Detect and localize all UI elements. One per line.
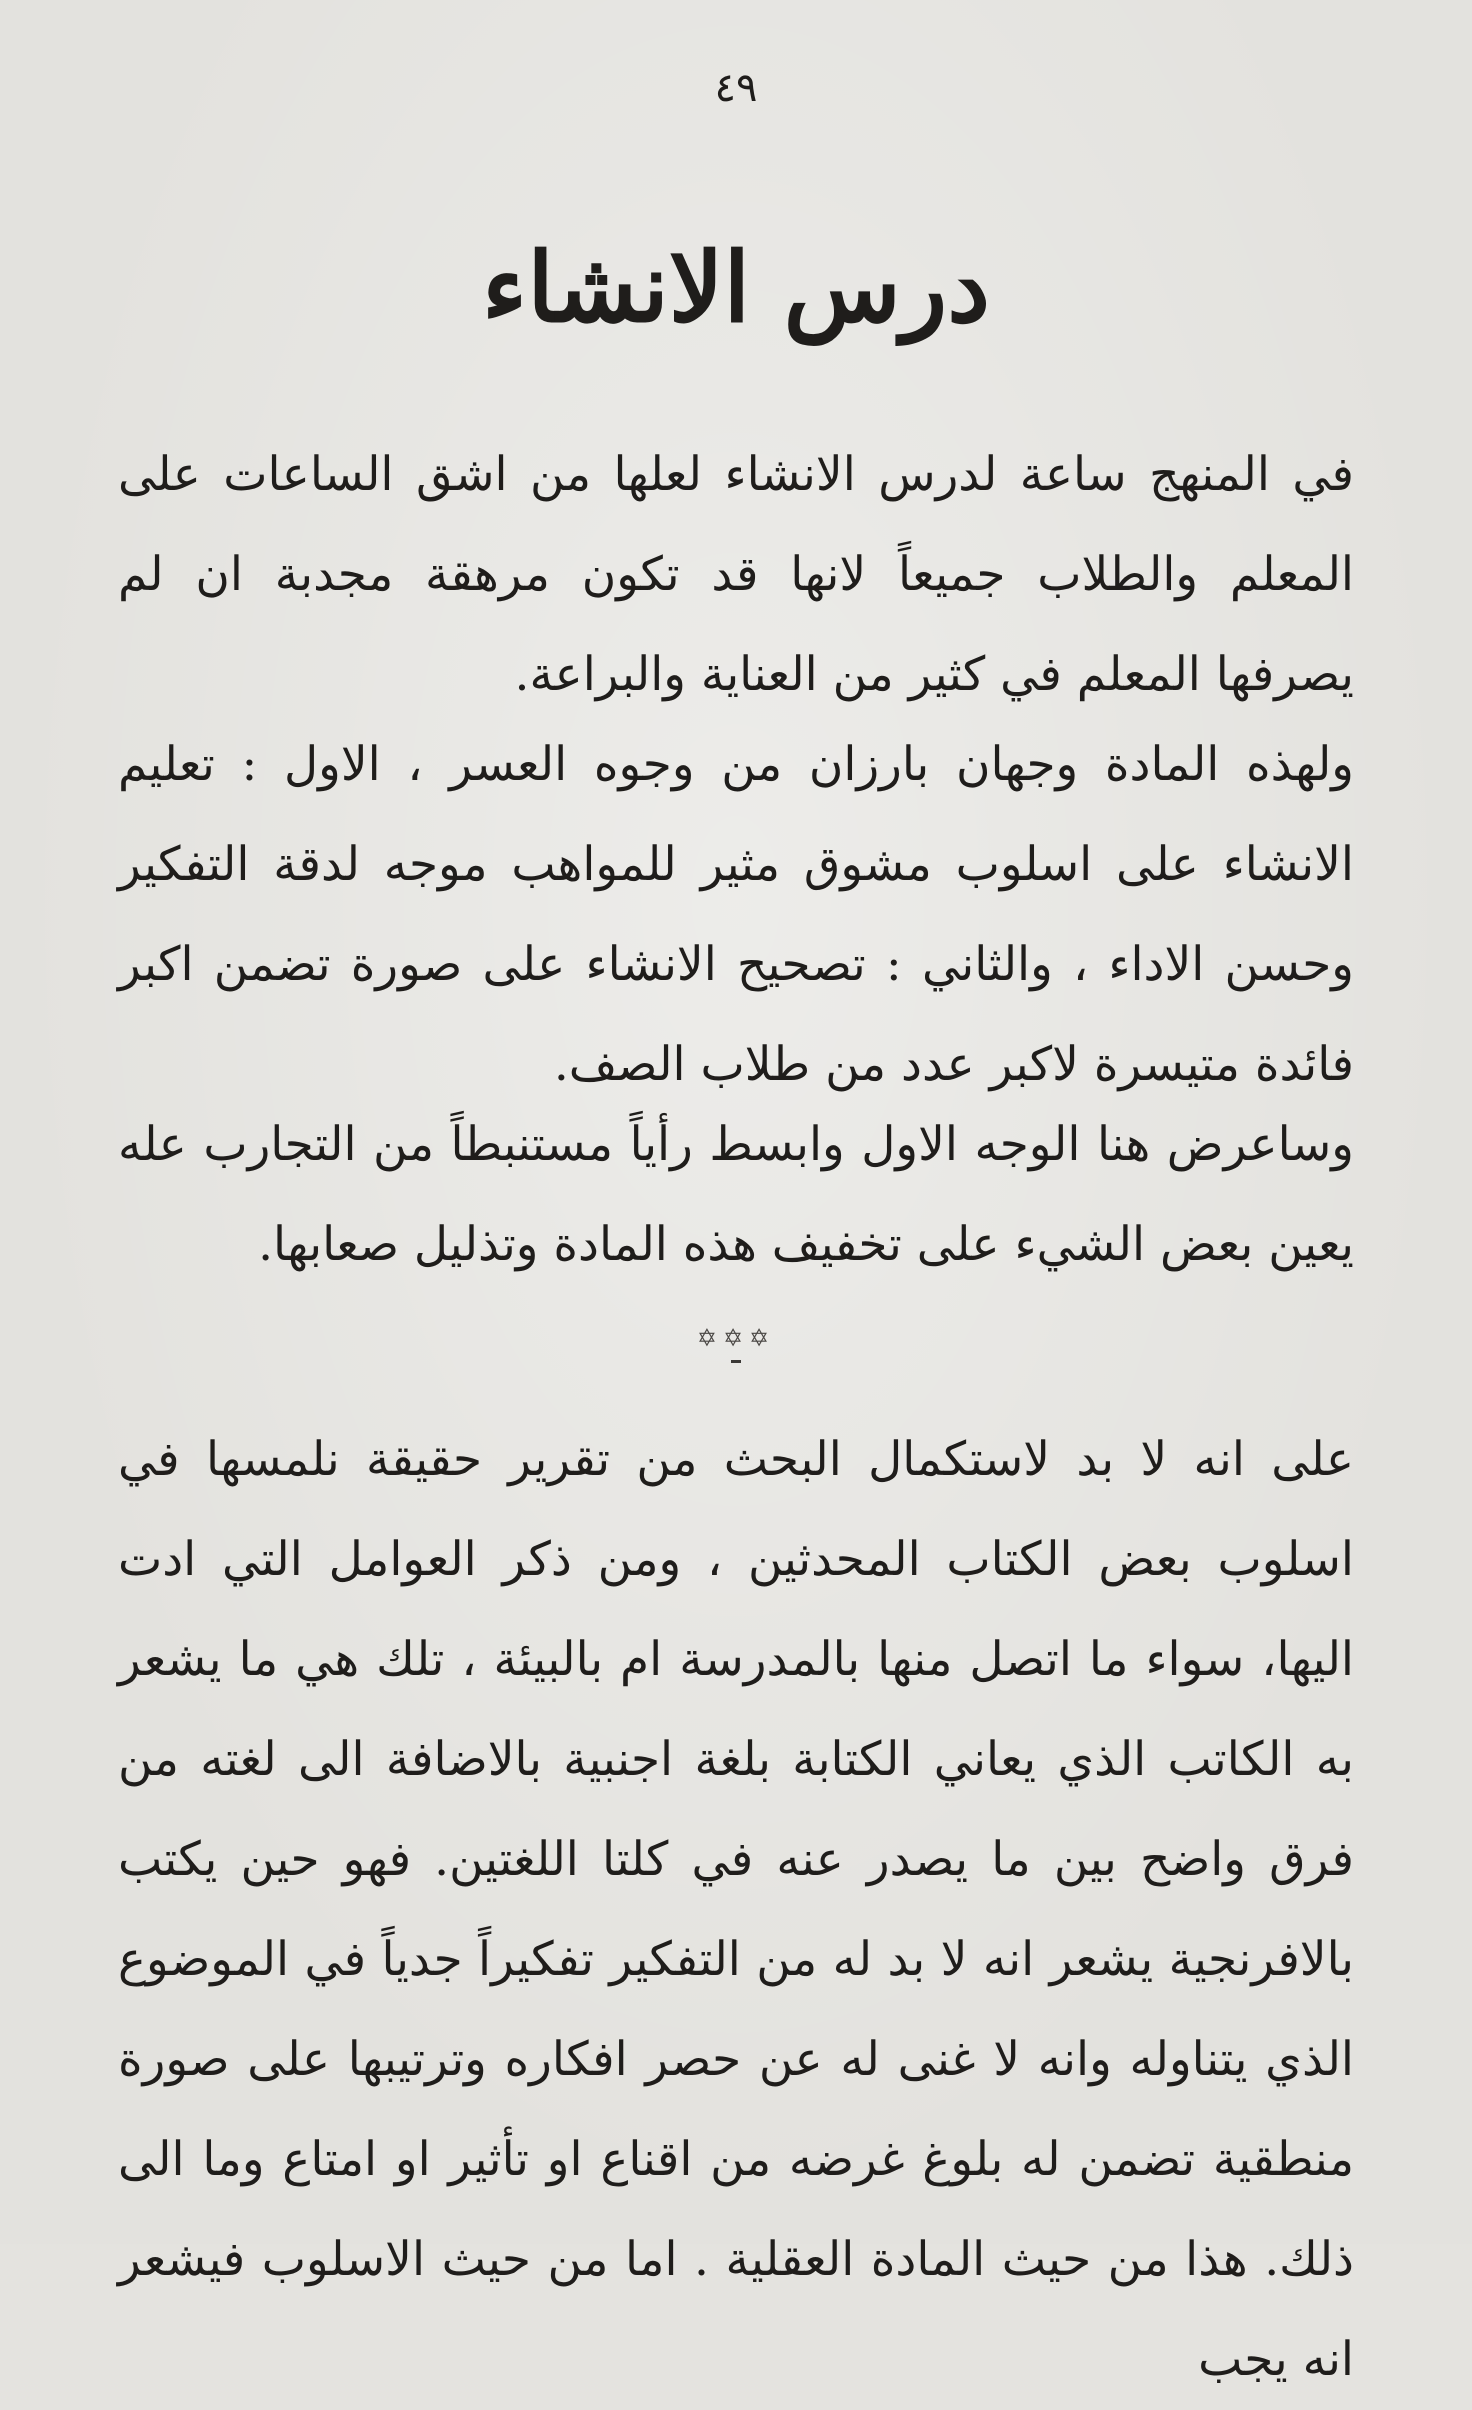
divider-tick: [731, 1360, 741, 1363]
paragraph-4: على انه لا بد لاستكمال البحث من تقرير حقيقة نلمسها في اسلوب بعض الكتاب المحدثين ، ومن ذكر العوامل التي ادت اليها، سواء ما اتصل منها بالمدرسة ام بالبيئة ، تلك هي ما يشعر به الكاتب الذي يعاني الكتابة بلغة اجنبية بالاضافة الى لغته من فرق واضح بين ما يصدر عنه في كلتا اللغتين. فهو حين يكتب بالافرنجية يشعر انه لا بد له من التفكير تفكيراً جدياً في الموضوع الذي يتناوله وانه لا غنى له عن حصر افكاره وترتيبها على صورة منطقية تضمن له بلوغ غرضه من اقناع او تأثير او امتاع وما الى ذلك. هذا من حيث المادة العقلية . اما من حيث الاسلوب فيشعر انه يجب: [118, 1432, 1354, 2387]
chapter-title: درس الانشاء: [482, 231, 990, 344]
paragraph-3: وساعرض هنا الوجه الاول وابسط رأياً مستنبطاً من التجارب عله يعين بعض الشيء على تخفيف هذه المادة وتذليل صعابها.: [118, 1117, 1354, 1272]
paragraph-2: ولهذه المادة وجهان بارزان من وجوه العسر ، الاول : تعليم الانشاء على اسلوب مشوق مثير للمواهب موجه لدقة التفكير وحسن الاداء ، والثاني : تصحيح الانشاء على صورة تضمن اكبر فائدة متيسرة لاكبر عدد من طلاب الصف.: [118, 737, 1354, 1092]
paragraph-1: في المنهج ساعة لدرس الانشاء لعلها من اشق الساعات على المعلم والطلاب جميعاً لانها قد تكون مرهقة مجدبة ان لم يصرفها المعلم في كثير من العناية والبراعة.: [118, 447, 1354, 702]
page-number: ٤٩: [714, 65, 758, 111]
section-divider-ornament: [0, 1318, 1472, 1363]
star-ornament-icon: ✡✡✡: [696, 1324, 776, 1352]
